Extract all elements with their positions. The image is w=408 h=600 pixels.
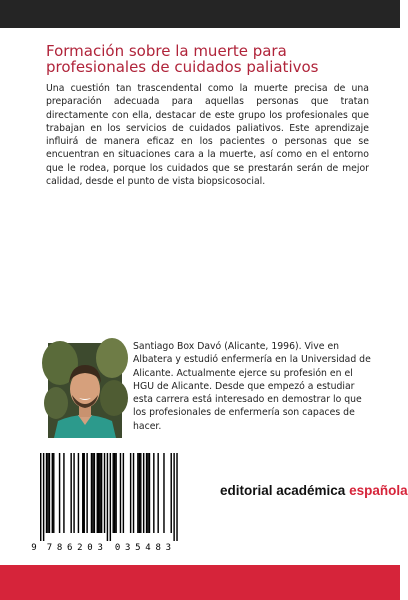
barcode-digit: 3 <box>125 543 131 553</box>
author-photo <box>48 343 122 438</box>
barcode-bar <box>40 453 41 541</box>
barcode-bars <box>40 453 178 541</box>
barcode-bar <box>133 453 134 533</box>
barcode-bar <box>171 453 172 533</box>
barcode-bar <box>63 453 64 533</box>
barcode-bar <box>149 453 150 533</box>
barcode-bar <box>92 453 93 533</box>
barcode-bar <box>147 453 148 533</box>
barcode-digit: 3 <box>97 543 103 553</box>
barcode-bar <box>173 453 174 541</box>
barcode-bar <box>123 453 124 533</box>
barcode-bar <box>146 453 147 533</box>
bottom-bar <box>0 565 400 600</box>
barcode-bar <box>73 453 74 533</box>
barcode-digit: 7 <box>46 543 53 553</box>
book-title: Formación sobre la muerte para profesionales de cuidados paliativos <box>46 42 319 76</box>
barcode-bar <box>104 453 105 533</box>
barcode-bar <box>157 453 158 533</box>
book-description: Una cuestión tan trascendental como la muerte precisa de una preparación adecuada para aquellas personas que tratan directamente con ella, destacar de este grupo los profesionales que trabajan en los servicios de cuidados paliativos. Este aprendizaje influirá de manera eficaz en los pacientes o personas que se encuentran en situaciones cara a la muerte, así como en el entorno que le rodea, porque los cuidados que se prestarán serán de mejor calidad, desde el punto de vista biopsicosocial. <box>46 83 369 188</box>
barcode-digit: 6 <box>67 543 73 553</box>
barcode-bar <box>97 453 98 533</box>
barcode-bar <box>70 453 71 533</box>
author-bio: Santiago Box Davó (Alicante, 1996). Vive en Albatera y estudió enfermería en la Universidad de Alicante. Actualmente ejerce su profesión en el HGU de Alicante. Desde que empezó a estudiar esta carrera está interesado en demostrar lo que los profesionales de enfermería son capaces de hacer. <box>133 341 371 432</box>
barcode-digit: 0 <box>114 543 121 553</box>
barcode-bar <box>78 453 79 533</box>
barcode-digit: 5 <box>135 543 141 553</box>
barcode-bar <box>94 453 95 533</box>
barcode-digits <box>31 543 171 553</box>
barcode-digit: 4 <box>145 543 151 553</box>
barcode-bar <box>114 453 115 533</box>
barcode-bar <box>115 453 116 533</box>
barcode-digit: 8 <box>56 543 63 553</box>
barcode-bar <box>113 453 114 533</box>
barcode-bar <box>101 453 102 533</box>
isbn-barcode <box>30 453 180 553</box>
barcode-bar <box>143 453 144 533</box>
barcode-bar <box>140 453 141 533</box>
barcode-bar <box>52 453 53 533</box>
barcode-digit: 3 <box>165 543 172 553</box>
barcode-bar <box>98 453 99 533</box>
top-bar <box>0 0 400 28</box>
barcode-bar <box>49 453 50 533</box>
barcode-bar <box>82 453 83 533</box>
barcode-digit: 0 <box>87 543 93 553</box>
barcode-bar <box>53 453 54 533</box>
barcode-bar <box>176 453 177 541</box>
barcode-bar <box>46 453 47 533</box>
barcode-digit: 8 <box>155 543 161 553</box>
barcode-bar <box>130 453 131 533</box>
barcode-bar <box>139 453 140 533</box>
publisher-name: editorial académica <box>220 483 346 498</box>
barcode-bar <box>84 453 85 533</box>
barcode-bar <box>120 453 121 533</box>
barcode-bar <box>137 453 138 533</box>
barcode-bar <box>107 453 108 541</box>
barcode-bar <box>91 453 92 533</box>
barcode-bar <box>163 453 164 533</box>
barcode-bar <box>47 453 48 533</box>
barcode-bar <box>86 453 87 533</box>
barcode-bar <box>153 453 154 533</box>
publisher-logo <box>220 483 408 498</box>
publisher-name-accent: española <box>349 483 408 498</box>
barcode-bar <box>99 453 100 533</box>
barcode-digit: 9 <box>31 543 37 553</box>
barcode-digit: 2 <box>77 543 83 553</box>
barcode-bar <box>59 453 60 533</box>
barcode-bar <box>43 453 44 541</box>
barcode-bar <box>110 453 111 541</box>
